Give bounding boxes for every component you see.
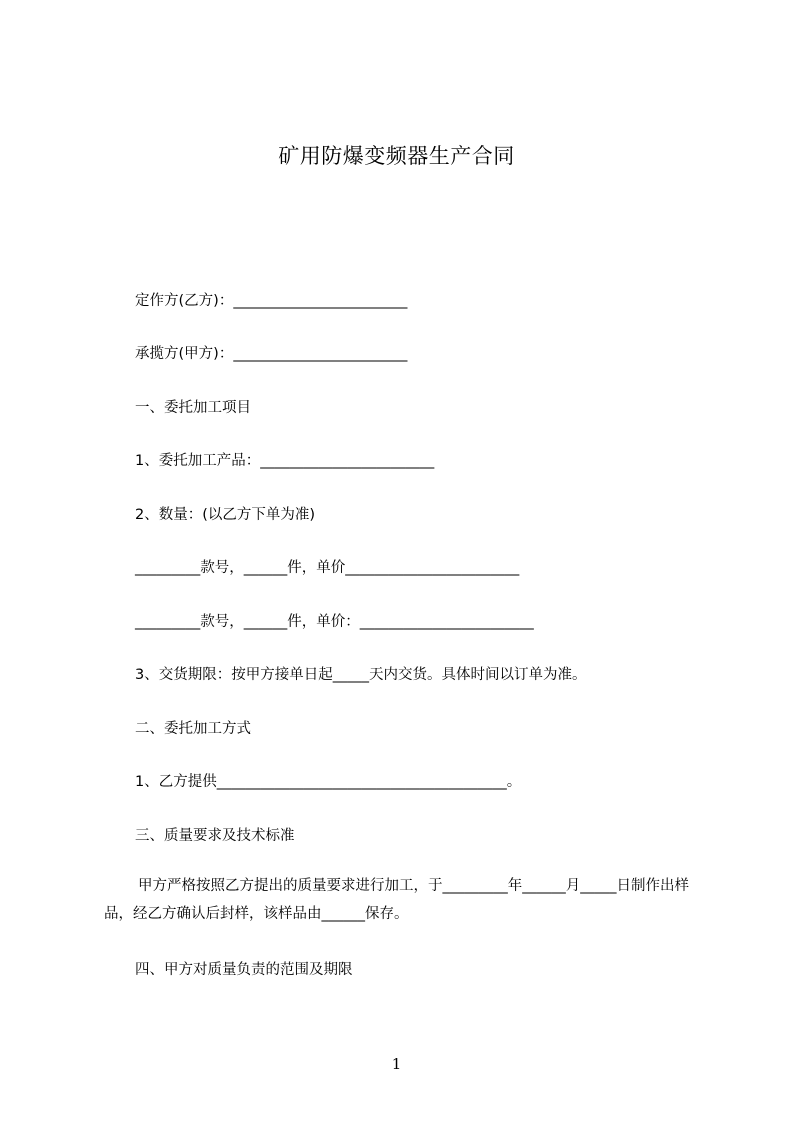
- section1-heading: 一、委托加工项目: [135, 400, 251, 416]
- quantity-style-line-2: _________款号，______件，单价：________________________: [135, 614, 534, 630]
- quantity-style-line-1: _________款号，______件，单价________________________: [135, 560, 520, 576]
- section3-paragraph: 甲方严格按照乙方提出的质量要求进行加工，于_________年______月_____日制作出样品，经乙方确认后封样，该样品由______保存。: [104, 878, 689, 922]
- item1-product-line: 1、委托加工产品：________________________: [135, 453, 435, 469]
- item3-delivery-line: 3、交货期限：按甲方接单日起_____天内交货。具体时间以订单为准。: [135, 667, 587, 683]
- page-number: 1: [391, 1055, 402, 1073]
- party-a-line: 承揽方(甲方)：________________________: [135, 346, 408, 362]
- contract-title: 矿用防爆变频器生产合同: [278, 144, 515, 168]
- section2-item1-line: 1、乙方提供________________________________________。: [135, 774, 522, 790]
- party-b-line: 定作方(乙方)：________________________: [135, 293, 408, 309]
- item2-quantity-line: 2、数量：(以乙方下单为准): [135, 507, 316, 523]
- section2-heading: 二、委托加工方式: [135, 721, 251, 737]
- section3-heading: 三、质量要求及技术标准: [135, 828, 295, 844]
- section4-heading: 四、甲方对质量负责的范围及期限: [135, 962, 353, 978]
